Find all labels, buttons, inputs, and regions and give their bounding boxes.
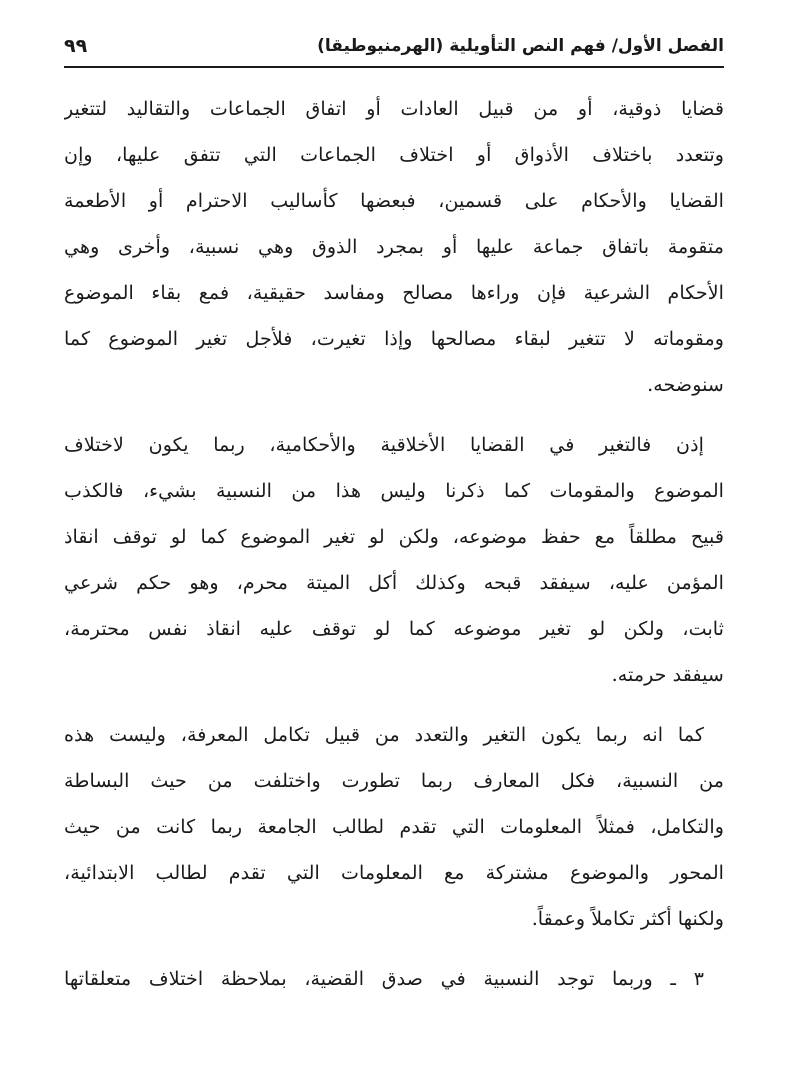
paragraph — [64, 422, 724, 698]
text-line: من النسبية، فكل المعارف ربما تطورت واختلفت من حيث البساطة — [64, 769, 724, 792]
body-text — [64, 86, 724, 1002]
paragraph — [64, 86, 724, 408]
header-rule — [64, 66, 724, 68]
text-line: ٣ ـ وربما توجد النسبية في صدق القضية، بملاحظة اختلاف متعلقاتها — [64, 967, 704, 990]
paragraph — [64, 712, 724, 942]
text-line: المحور والموضوع مشتركة مع المعلومات التي تقدم لطالب الابتدائية، — [64, 861, 724, 884]
paragraph-gap — [64, 408, 724, 422]
text-line: ومقوماته لا تتغير لبقاء مصالحها وإذا تغيرت، فلأجل تغير الموضوع كما — [64, 327, 724, 350]
text-line: القضايا والأحكام على قسمين، فبعضها كأساليب الاحترام أو الأطعمة — [64, 189, 724, 212]
text-line: سنوضحه. — [647, 373, 724, 396]
paragraph-gap — [64, 698, 724, 712]
text-line: سيفقد حرمته. — [611, 663, 724, 686]
text-line: قضايا ذوقية، أو من قبيل العادات أو اتفاق الجماعات والتقاليد لتتغير — [64, 97, 724, 120]
text-line: قبيح مطلقاً مع حفظ موضوعه، ولكن لو تغير الموضوع كما لو توقف انقاذ — [64, 525, 724, 548]
text-line: المؤمن عليه، سيفقد قبحه وكذلك أكل الميتة محرم، وهو حكم شرعي — [64, 571, 724, 594]
text-line: متقومة باتفاق جماعة عليها أو بمجرد الذوق وهي نسبية، وأخرى وهي — [64, 235, 724, 258]
text-line: الأحكام الشرعية فإن وراءها مصالح ومفاسد حقيقية، فمع بقاء الموضوع — [64, 281, 724, 304]
paragraph-gap — [64, 942, 724, 956]
text-line: وتتعدد باختلاف الأذواق أو اختلاف الجماعات التي تتفق عليها، وإن — [64, 143, 724, 166]
text-line: والتكامل، فمثلاً المعلومات التي تقدم لطالب الجامعة ربما كانت من حيث — [64, 815, 724, 838]
text-line: إذن فالتغير في القضايا الأخلاقية والأحكامية، ربما يكون لاختلاف — [64, 433, 704, 456]
running-header — [64, 30, 724, 62]
paragraph — [64, 956, 724, 1002]
chapter-title: الفصل الأول/ فهم النص التأويلية (الهرمنيوطيقا) — [317, 36, 724, 56]
text-line: ثابت، ولكن لو تغير موضوعه كما لو توقف عليه انقاذ نفس محترمة، — [64, 617, 724, 640]
page-number: ٩٩ — [64, 35, 88, 57]
text-line: الموضوع والمقومات كما ذكرنا وليس هذا من النسبية بشيء، فالكذب — [64, 479, 724, 502]
text-line: كما انه ربما يكون التغير والتعدد من قبيل تكامل المعرفة، وليست هذه — [64, 723, 704, 746]
text-line: ولكنها أكثر تكاملاً وعمقاً. — [531, 907, 724, 930]
